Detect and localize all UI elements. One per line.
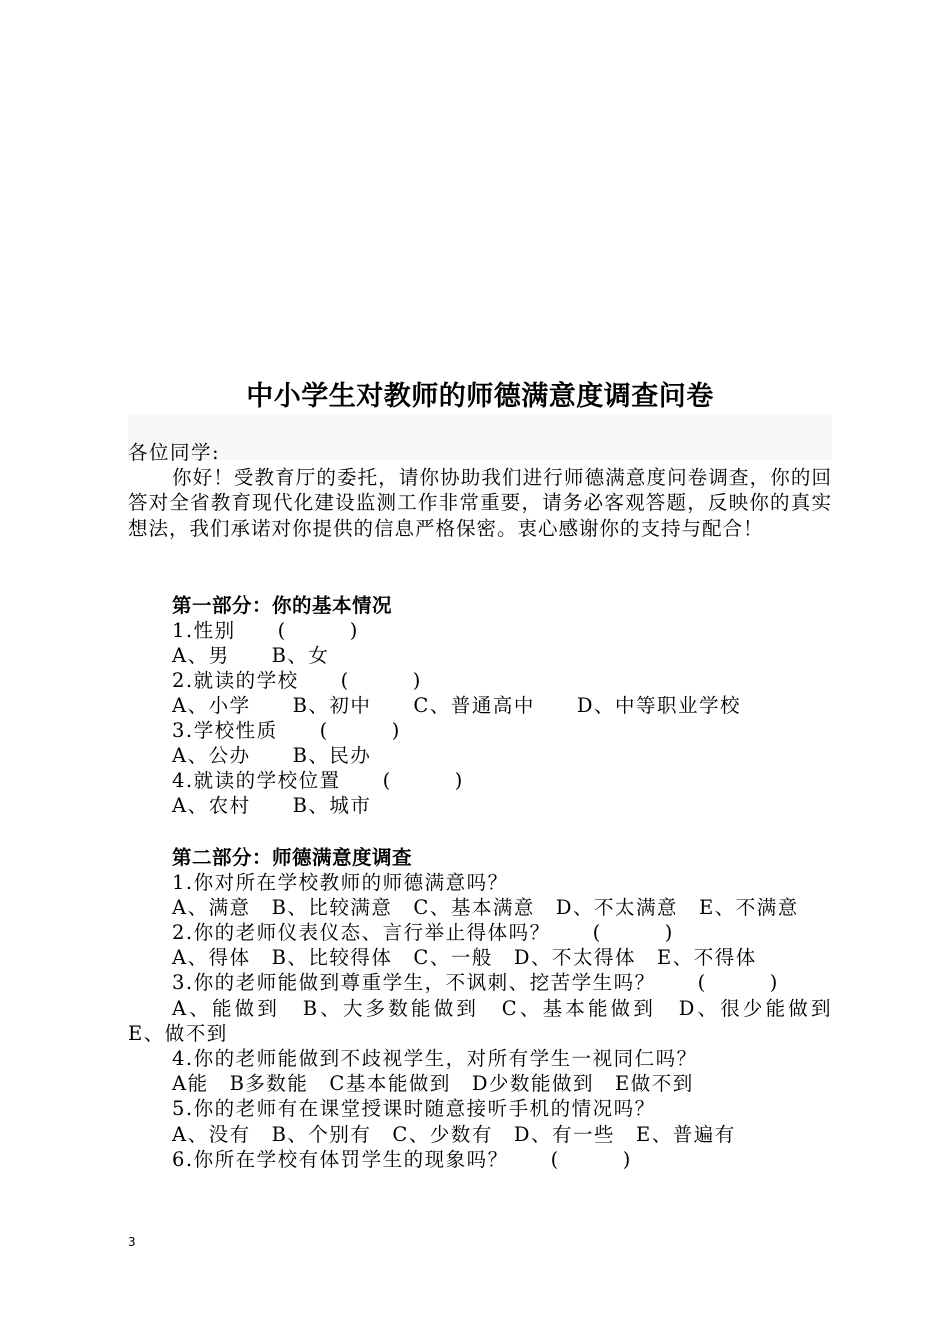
part2-options-3: A、能做到 B、大多数能做到 C、基本能做到 D、很少能做到 E、做不到 bbox=[128, 997, 854, 1046]
page-number: 3 bbox=[128, 1235, 136, 1249]
page-title: 中小学生对教师的师德满意度调查问卷 bbox=[246, 381, 714, 412]
part2-heading: 第二部分：师德满意度调查 bbox=[172, 846, 413, 869]
part1-question-3: 3.学校性质 ( ) bbox=[172, 719, 401, 742]
part2-question-2: 2.你的老师仪表仪态、言行举止得体吗？ ( ) bbox=[172, 921, 674, 944]
part1-options-4: A、农村 B、城市 bbox=[172, 794, 372, 817]
intro-paragraph bbox=[128, 465, 832, 541]
part2-question-1: 1.你对所在学校教师的师德满意吗？ bbox=[172, 871, 509, 894]
part1-options-1: A、男 B、女 bbox=[172, 644, 330, 667]
part1-heading: 第一部分：你的基本情况 bbox=[172, 594, 393, 617]
part1-question-2: 2.就读的学校 ( ) bbox=[172, 669, 422, 692]
part2-options-4: A能 B多数能 C基本能做到 D少数能做到 E做不到 bbox=[172, 1072, 694, 1095]
part2-options-5: A、没有 B、个别有 C、少数有 D、有一些 E、普遍有 bbox=[172, 1123, 736, 1146]
part2-options-2: A、得体 B、比较得体 C、一般 D、不太得体 E、不得体 bbox=[172, 946, 757, 969]
shaded-band bbox=[128, 414, 832, 460]
part1-options-2: A、小学 B、初中 C、普通高中 D、中等职业学校 bbox=[172, 694, 741, 717]
part2-options-1: A、满意 B、比较满意 C、基本满意 D、不太满意 E、不满意 bbox=[172, 896, 799, 919]
intro-text: 你好！受教育厅的委托，请你协助我们进行师德满意度问卷调查，你的回答对全省教育现代化建设监测工作非常重要，请务必客观答题，反映你的真实想法，我们承诺对你提供的信息严格保密。衷心感谢你的支持与配合！ bbox=[128, 466, 832, 540]
part2-question-6: 6.你所在学校有体罚学生的现象吗？ ( ) bbox=[172, 1148, 632, 1171]
salutation: 各位同学: bbox=[128, 441, 221, 464]
part1-question-1: 1.性别 ( ) bbox=[172, 619, 359, 642]
part2-question-4: 4.你的老师能做到不歧视学生，对所有学生一视同仁吗？ bbox=[172, 1047, 698, 1070]
part1-question-4: 4.就读的学校位置 ( ) bbox=[172, 769, 464, 792]
part1-options-3: A、公办 B、民办 bbox=[172, 744, 372, 767]
part2-question-5: 5.你的老师有在课堂授课时随意接听手机的情况吗？ bbox=[172, 1097, 656, 1120]
part2-question-3: 3.你的老师能做到尊重学生，不讽刺、挖苦学生吗？ ( ) bbox=[172, 971, 779, 994]
